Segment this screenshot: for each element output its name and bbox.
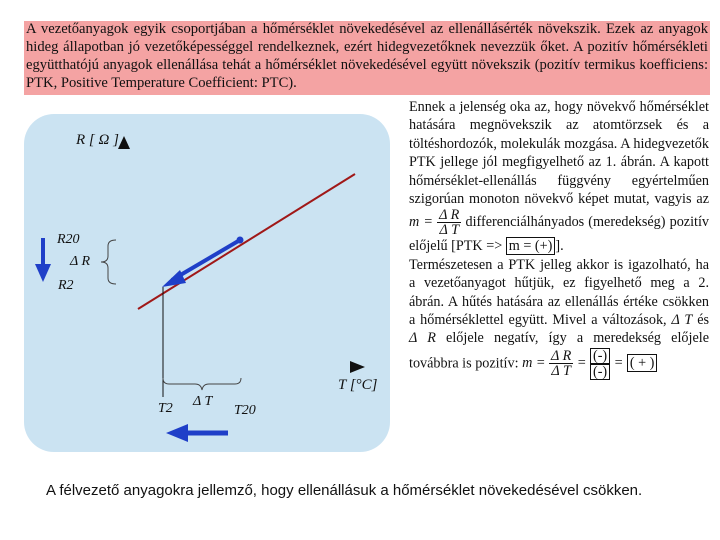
delta-r-inline: Δ R: [409, 330, 436, 347]
sign-numerator: (-): [590, 348, 610, 364]
caption: A félvezető anyagokra jellemző, hogy ellenállásuk a hőmérséklet növekedésével csökken.: [46, 482, 643, 499]
final-m-symbol: m =: [522, 355, 546, 372]
slope-denominator: Δ T: [439, 222, 459, 239]
final-numerator: Δ R: [551, 348, 572, 365]
slope-numerator: Δ R: [439, 207, 460, 224]
result-positive-box: ( + ): [627, 354, 658, 372]
r-decrease-arrowhead-icon: [35, 264, 51, 282]
delta-r-label: Δ R: [70, 254, 91, 269]
intro-paragraph: A vezetőanyagok egyik csoportjában a hőmérséklet növekedésével az ellenállásérték növekszik. Ezek az anyagok hideg állapotban jó vezetőképességgel rendelkeznek, ezért hidegvezetőknek nevezzük őket. A pozitív hőmérsékleti együtthatójú anyagok ellenállása tehát a hőmérséklet növekedésével együtt növekszik (pozitív termikus koefficiens: PTK, Positive Temperature Coefficient: PTC).: [26, 21, 708, 91]
paragraph-1-end: ].: [555, 238, 564, 255]
sign-denominator: (-): [590, 364, 610, 380]
y-axis-arrow-icon: [118, 136, 130, 149]
m-positive-box: m = (+): [506, 237, 556, 255]
start-point: [237, 237, 244, 244]
and-word: és: [697, 312, 710, 329]
explanation-text: [409, 98, 709, 380]
m-symbol: m =: [409, 214, 433, 231]
final-denominator: Δ T: [551, 363, 571, 380]
delta-t-brace: [163, 378, 241, 390]
t2-label: T2: [158, 401, 173, 416]
x-axis-label: T [°C]: [338, 377, 378, 393]
paragraph-2-text: Természetesen a PTK jelleg akkor is igazolható, ha a vezetőanyagot hűtjük, ez figyelhető meg a 2. ábrán. A hűtés hatására az ellenállás értéke csökken a hőmérséklettel együtt. Mivel a változások,: [409, 256, 709, 329]
final-fraction: [549, 349, 573, 378]
t-decrease-arrowhead-icon: [166, 424, 188, 442]
y-axis-label: R [ Ω ]: [76, 132, 119, 148]
paragraph-1-text: Ennek a jelenség oka az, hogy növekvő hőmérséklet hatására megnövekszik az atomtörzsek és a töltéshordozók, molekulák mozgása. A hidegvezetők PTK jellege jól megfigyelhető az 1. ábrán. A kapott hőmérséklet-ellenállás függvény egyértelműen szigorúan monoton növekvő képet mutat, vagyis az: [409, 99, 709, 208]
final-formula: m = $\frac{\text{Δ R}}{\text{Δ T}}$ = $\frac{(-)}{(-)}$ = ( + ): [522, 355, 657, 371]
x-axis-arrow-icon: [350, 361, 365, 373]
sign-fraction: [590, 348, 610, 380]
delta-r-brace: [101, 240, 116, 284]
slope-formula: [409, 207, 465, 239]
resistance-line: [138, 174, 355, 309]
delta-t-inline: Δ T: [671, 312, 693, 329]
t20-label: T20: [234, 403, 256, 418]
cooling-segment: [172, 240, 240, 280]
delta-t-label: Δ T: [193, 394, 213, 409]
r20-label: R20: [57, 232, 80, 247]
explanation-paragraph-2: [409, 256, 709, 380]
r2-label: R2: [58, 278, 74, 293]
paragraph-2-after: előjele negatív, így a meredekség előjele továbbra is pozitív:: [409, 330, 709, 372]
paragraph-1-after: differenciálhányados (meredekség) pozitív előjelű [PTK =>: [409, 214, 710, 255]
slope-fraction: [437, 208, 461, 237]
explanation-paragraph-1: [409, 98, 709, 256]
